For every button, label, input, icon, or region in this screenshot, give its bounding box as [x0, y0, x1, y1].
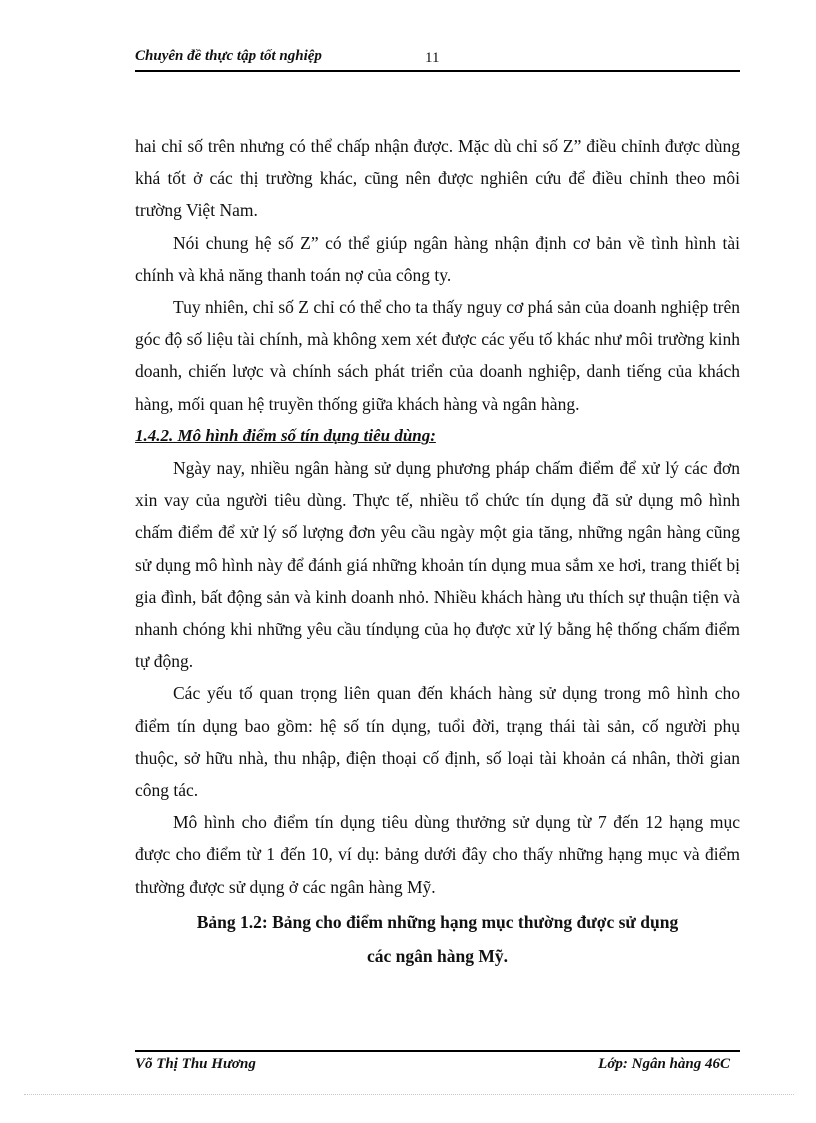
paragraph: Các yếu tố quan trọng liên quan đến khách hàng sử dụng trong mô hình cho điểm tín dụng bao gồm: hệ số tín dụng, tuổi đời, trạng thái tài sản, cố người phụ thuộc, sở hữu nhà, thu nhập, điện thoại cố định, số loại tài khoản cá nhân, thời gian công tác.	[135, 683, 740, 801]
paragraph: Nói chung hệ số Z” có thể giúp ngân hàng nhận định cơ bản về tình hình tài chính và khả năng thanh toán nợ của công ty.	[135, 232, 740, 285]
header-title: Chuyên đề thực tập tốt nghiệp	[135, 48, 322, 64]
page-header	[135, 46, 740, 72]
page-number: 11	[425, 50, 440, 66]
table-caption	[135, 905, 740, 973]
page-edge-divider	[24, 1094, 794, 1095]
document-body	[135, 130, 740, 973]
table-caption-line: các ngân hàng Mỹ.	[367, 945, 508, 966]
paragraph: Ngày nay, nhiều ngân hàng sử dụng phương pháp chấm điểm để xử lý các đơn xin vay của người tiêu dùng. Thực tế, nhiều tổ chức tín dụng đã sử dụng mô hình chấm điểm để xử lý số lượng đơn yêu cầu ngày một gia tăng, những ngân hàng cũng sử dụng mô hình này để đánh giá những khoản tín dụng mua sắm xe hơi, trang thiết bị gia đình, bất động sản và kinh doanh nhỏ. Nhiều khách hàng ưu thích sự thuận tiện và nhanh chóng khi những yêu cầu tíndụng của họ được xử lý bằng hệ thống chấm điểm tự động.	[135, 458, 740, 672]
table-caption-line: Bảng 1.2: Bảng cho điểm những hạng mục thường được sử dụng	[196, 911, 679, 932]
section-heading: 1.4.2. Mô hình điểm số tín dụng tiêu dùng:	[135, 425, 436, 445]
page-footer	[135, 1050, 740, 1080]
paragraph: hai chỉ số trên nhưng có thể chấp nhận được. Mặc dù chỉ số Z” điều chỉnh được dùng khá tốt ở các thị trường khác, cũng nên được nghiên cứu để điều chỉnh theo môi trường Việt Nam.	[135, 136, 740, 221]
paragraph: Tuy nhiên, chỉ số Z chỉ có thể cho ta thấy nguy cơ phá sản của doanh nghiệp trên góc độ số liệu tài chính, mà không xem xét được các yếu tố khác như môi trường kinh doanh, chiến lược và chính sách phát triển của doanh nghiệp, danh tiếng của khách hàng, mối quan hệ truyền thống giữa khách hàng và ngân hàng.	[135, 297, 741, 414]
footer-class: Lớp: Ngân hàng 46C	[598, 1056, 730, 1072]
footer-author: Võ Thị Thu Hương	[135, 1056, 256, 1072]
paragraph: Mô hình cho điểm tín dụng tiêu dùng thưởng sử dụng từ 7 đến 12 hạng mục được cho điểm từ 1 đến 10, ví dụ: bảng dưới đây cho thấy những hạng mục và điểm thường được sử dụng ở các ngân hàng Mỹ.	[135, 812, 740, 897]
